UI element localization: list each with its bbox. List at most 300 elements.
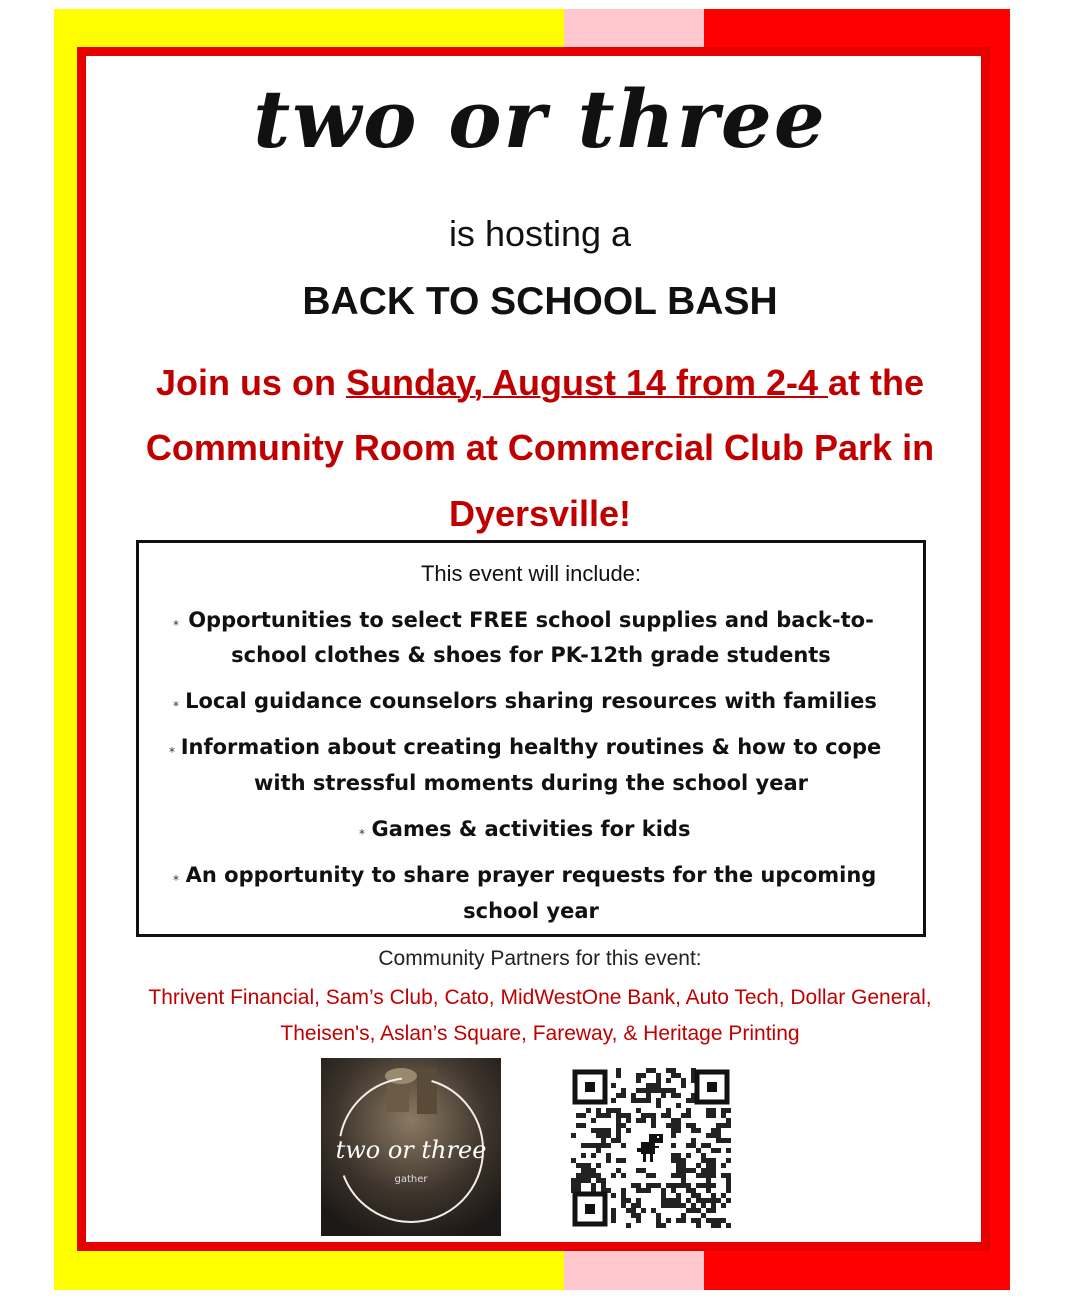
qr-module bbox=[666, 1218, 671, 1223]
qr-module bbox=[581, 1153, 586, 1158]
qr-module bbox=[701, 1168, 706, 1173]
qr-module bbox=[606, 1133, 611, 1138]
qr-module bbox=[676, 1118, 681, 1123]
qr-module bbox=[711, 1203, 716, 1208]
qr-module bbox=[686, 1123, 691, 1128]
qr-module bbox=[671, 1128, 676, 1133]
qr-module bbox=[696, 1163, 701, 1168]
qr-module bbox=[616, 1133, 621, 1138]
qr-module bbox=[651, 1123, 656, 1128]
qr-module bbox=[711, 1163, 716, 1168]
partners-title: Community Partners for this event: bbox=[378, 947, 702, 970]
qr-module bbox=[716, 1223, 721, 1228]
qr-module bbox=[571, 1178, 576, 1183]
qr-module bbox=[596, 1178, 601, 1183]
qr-module bbox=[706, 1108, 711, 1113]
qr-module bbox=[621, 1088, 626, 1093]
qr-module bbox=[661, 1223, 666, 1228]
qr-module bbox=[621, 1113, 626, 1118]
qr-module bbox=[596, 1143, 601, 1148]
qr-module bbox=[706, 1178, 711, 1183]
event-date: Sunday, August 14 from 2-4 bbox=[345, 362, 829, 403]
qr-module bbox=[696, 1183, 701, 1188]
qr-module bbox=[621, 1143, 626, 1148]
qr-module bbox=[616, 1123, 621, 1128]
qr-module bbox=[641, 1088, 646, 1093]
qr-module bbox=[616, 1073, 621, 1078]
qr-module bbox=[666, 1183, 671, 1188]
qr-module bbox=[706, 1168, 711, 1173]
qr-module bbox=[726, 1183, 731, 1188]
qr-module bbox=[716, 1123, 721, 1128]
qr-module bbox=[571, 1133, 576, 1138]
qr-module bbox=[636, 1198, 641, 1203]
qr-module bbox=[691, 1193, 696, 1198]
qr-module bbox=[726, 1158, 731, 1163]
qr-module bbox=[586, 1178, 591, 1183]
qr-module bbox=[721, 1193, 726, 1198]
qr-module bbox=[641, 1168, 646, 1173]
qr-module bbox=[666, 1113, 671, 1118]
qr-module bbox=[661, 1203, 666, 1208]
qr-module bbox=[651, 1068, 656, 1073]
qr-module bbox=[716, 1218, 721, 1223]
qr-module bbox=[706, 1208, 711, 1213]
qr-module bbox=[646, 1093, 651, 1098]
qr-module bbox=[686, 1108, 691, 1113]
qr-module bbox=[641, 1113, 646, 1118]
qr-module bbox=[676, 1203, 681, 1208]
two-or-three-logo bbox=[321, 1058, 501, 1236]
qr-module bbox=[711, 1113, 716, 1118]
qr-module bbox=[681, 1163, 686, 1168]
qr-module bbox=[611, 1083, 616, 1088]
qr-module bbox=[596, 1148, 601, 1153]
logo-graphic bbox=[321, 1058, 501, 1236]
qr-module bbox=[726, 1223, 731, 1228]
qr-module bbox=[601, 1133, 606, 1138]
qr-module bbox=[706, 1218, 711, 1223]
qr-module bbox=[711, 1128, 716, 1133]
qr-module bbox=[586, 1143, 591, 1148]
qr-module bbox=[596, 1173, 601, 1178]
qr-module bbox=[711, 1193, 716, 1198]
qr-module bbox=[716, 1138, 721, 1143]
qr-module bbox=[626, 1113, 631, 1118]
qr-module bbox=[696, 1208, 701, 1213]
qr-module bbox=[656, 1183, 661, 1188]
include-item-2: Local guidance counselors sharing resources with families bbox=[185, 689, 877, 713]
qr-module bbox=[581, 1123, 586, 1128]
qr-module bbox=[711, 1218, 716, 1223]
qr-module bbox=[616, 1168, 621, 1173]
qr-module bbox=[646, 1068, 651, 1073]
qr-module bbox=[596, 1163, 601, 1168]
qr-module bbox=[696, 1128, 701, 1133]
logo-script-text: two or three bbox=[335, 1136, 487, 1164]
qr-module bbox=[706, 1173, 711, 1178]
qr-module bbox=[671, 1203, 676, 1208]
qr-module bbox=[596, 1133, 601, 1138]
includes-title: This event will include: bbox=[420, 561, 642, 586]
qr-module bbox=[716, 1133, 721, 1138]
qr-module bbox=[676, 1103, 681, 1108]
qr-module bbox=[676, 1123, 681, 1128]
qr-module bbox=[661, 1193, 666, 1198]
qr-module bbox=[616, 1138, 621, 1143]
qr-module bbox=[616, 1068, 621, 1073]
qr-module bbox=[641, 1208, 646, 1213]
join-text: Join us on bbox=[155, 362, 346, 403]
qr-module bbox=[601, 1143, 606, 1148]
qr-module bbox=[656, 1078, 661, 1083]
qr-module bbox=[601, 1138, 606, 1143]
qr-module bbox=[616, 1128, 621, 1133]
qr-module bbox=[651, 1183, 656, 1188]
qr-module bbox=[611, 1213, 616, 1218]
qr-module bbox=[626, 1223, 631, 1228]
qr-module bbox=[726, 1123, 731, 1128]
qr-module bbox=[576, 1178, 581, 1183]
qr-module bbox=[656, 1083, 661, 1088]
qr-module bbox=[716, 1128, 721, 1133]
qr-module bbox=[581, 1173, 586, 1178]
qr-module bbox=[621, 1188, 626, 1193]
include-item-5-line-2: school year bbox=[463, 899, 599, 923]
qr-module bbox=[656, 1098, 661, 1103]
qr-module bbox=[726, 1188, 731, 1193]
qr-module bbox=[626, 1198, 631, 1203]
qr-module bbox=[671, 1173, 676, 1178]
qr-module bbox=[666, 1068, 671, 1073]
qr-module bbox=[646, 1183, 651, 1188]
qr-module bbox=[601, 1178, 606, 1183]
qr-module bbox=[691, 1208, 696, 1213]
include-item-4: Games & activities for kids bbox=[371, 817, 691, 841]
qr-module bbox=[726, 1173, 731, 1178]
qr-module bbox=[706, 1198, 711, 1203]
qr-module bbox=[596, 1108, 601, 1113]
qr-module bbox=[711, 1173, 716, 1178]
qr-module bbox=[591, 1143, 596, 1148]
qr-module bbox=[701, 1183, 706, 1188]
hosting-text: is hosting a bbox=[448, 213, 632, 254]
qr-module bbox=[616, 1113, 621, 1118]
qr-module bbox=[711, 1148, 716, 1153]
qr-module bbox=[641, 1118, 646, 1123]
qr-module bbox=[576, 1163, 581, 1168]
qr-module bbox=[656, 1223, 661, 1228]
qr-module bbox=[666, 1108, 671, 1113]
org-title: two or three bbox=[253, 72, 827, 166]
qr-module bbox=[711, 1223, 716, 1228]
qr-module bbox=[701, 1153, 706, 1158]
qr-module bbox=[611, 1098, 616, 1103]
include-item-1-line-2: school clothes & shoes for PK-12th grade students bbox=[231, 643, 831, 667]
qr-module bbox=[686, 1183, 691, 1188]
qr-module bbox=[676, 1163, 681, 1168]
qr-module bbox=[571, 1158, 576, 1163]
bullet-icon: * bbox=[173, 618, 179, 632]
qr-module bbox=[616, 1118, 621, 1123]
qr-module bbox=[601, 1183, 606, 1188]
qr-module bbox=[596, 1113, 601, 1118]
qr-module bbox=[726, 1148, 731, 1153]
qr-module bbox=[591, 1128, 596, 1133]
qr-module bbox=[686, 1168, 691, 1173]
qr-module bbox=[661, 1088, 666, 1093]
qr-module bbox=[686, 1143, 691, 1148]
qr-module bbox=[676, 1073, 681, 1078]
qr-module bbox=[696, 1193, 701, 1198]
qr-module bbox=[721, 1138, 726, 1143]
qr-module bbox=[706, 1133, 711, 1138]
qr-module bbox=[686, 1188, 691, 1193]
qr-module bbox=[681, 1173, 686, 1178]
qr-module bbox=[576, 1113, 581, 1118]
qr-module bbox=[671, 1068, 676, 1073]
qr-module bbox=[636, 1108, 641, 1113]
qr-module bbox=[616, 1108, 621, 1113]
qr-module bbox=[676, 1183, 681, 1188]
qr-module bbox=[691, 1168, 696, 1173]
qr-module bbox=[626, 1208, 631, 1213]
qr-module bbox=[631, 1208, 636, 1213]
qr-module bbox=[646, 1088, 651, 1093]
qr-module bbox=[606, 1143, 611, 1148]
qr-module bbox=[641, 1073, 646, 1078]
qr-module bbox=[706, 1143, 711, 1148]
qr-module bbox=[686, 1098, 691, 1103]
qr-module bbox=[611, 1218, 616, 1223]
qr-module bbox=[636, 1183, 641, 1188]
qr-module bbox=[681, 1078, 686, 1083]
qr-module bbox=[606, 1153, 611, 1158]
bullet-icon: * bbox=[169, 745, 175, 759]
logo-sub-text: gather bbox=[394, 1174, 428, 1185]
qr-module bbox=[671, 1158, 676, 1163]
event-details-line-1 bbox=[0, 362, 1080, 404]
includes-box bbox=[136, 540, 926, 937]
at-the-text: at the bbox=[828, 362, 925, 403]
qr-module bbox=[706, 1113, 711, 1118]
qr-module bbox=[641, 1098, 646, 1103]
qr-module bbox=[696, 1223, 701, 1228]
qr-module bbox=[676, 1128, 681, 1133]
qr-module bbox=[656, 1218, 661, 1223]
qr-module bbox=[706, 1158, 711, 1163]
qr-module bbox=[666, 1198, 671, 1203]
include-item-5-line-1: An opportunity to share prayer requests for the upcoming bbox=[185, 863, 877, 887]
qr-module bbox=[656, 1103, 661, 1108]
qr-module bbox=[671, 1183, 676, 1188]
qr-module bbox=[586, 1108, 591, 1113]
qr-module bbox=[661, 1093, 666, 1098]
qr-module bbox=[656, 1073, 661, 1078]
qr-module bbox=[721, 1123, 726, 1128]
qr-module bbox=[681, 1203, 686, 1208]
qr-module bbox=[701, 1158, 706, 1163]
qr-module bbox=[726, 1118, 731, 1123]
qr-module bbox=[656, 1213, 661, 1218]
qr-module bbox=[711, 1208, 716, 1213]
qr-module bbox=[681, 1113, 686, 1118]
qr-module bbox=[636, 1088, 641, 1093]
qr-module bbox=[711, 1108, 716, 1113]
include-item-1-line-1: Opportunities to select FREE school supplies and back-to- bbox=[188, 608, 874, 632]
qr-module bbox=[686, 1113, 691, 1118]
qr-module bbox=[651, 1113, 656, 1118]
qr-module bbox=[681, 1218, 686, 1223]
qr-module bbox=[621, 1158, 626, 1163]
qr-module bbox=[641, 1188, 646, 1193]
qr-module bbox=[676, 1093, 681, 1098]
qr-module bbox=[676, 1193, 681, 1198]
event-details-line-3: Dyersville! bbox=[448, 493, 632, 534]
bullet-icon: * bbox=[173, 873, 179, 887]
qr-module bbox=[711, 1133, 716, 1138]
qr-module bbox=[571, 1183, 576, 1188]
qr-module bbox=[711, 1168, 716, 1173]
qr-module bbox=[681, 1158, 686, 1163]
qr-module bbox=[671, 1143, 676, 1148]
qr-module bbox=[676, 1198, 681, 1203]
qr-module bbox=[671, 1133, 676, 1138]
qr-module bbox=[621, 1198, 626, 1203]
qr-module bbox=[616, 1158, 621, 1163]
qr-module bbox=[661, 1198, 666, 1203]
qr-module bbox=[691, 1128, 696, 1133]
qr-module bbox=[581, 1178, 586, 1183]
qr-module bbox=[611, 1208, 616, 1213]
qr-module bbox=[666, 1078, 671, 1083]
qr-module bbox=[721, 1203, 726, 1208]
qr-module bbox=[696, 1198, 701, 1203]
qr-module bbox=[591, 1153, 596, 1158]
qr-module bbox=[701, 1143, 706, 1148]
qr-module bbox=[611, 1108, 616, 1113]
qr-module bbox=[631, 1213, 636, 1218]
qr-module bbox=[621, 1203, 626, 1208]
qr-module bbox=[686, 1198, 691, 1203]
qr-module bbox=[621, 1093, 626, 1098]
qr-module bbox=[651, 1088, 656, 1093]
qr-module bbox=[596, 1128, 601, 1133]
qr-module bbox=[591, 1183, 596, 1188]
qr-module bbox=[661, 1188, 666, 1193]
qr-module bbox=[591, 1168, 596, 1173]
partners-list-line-1: Thrivent Financial, Sam’s Club, Cato, MidWestOne Bank, Auto Tech, Dollar General, bbox=[148, 986, 932, 1009]
qr-module bbox=[646, 1113, 651, 1118]
qr-module bbox=[676, 1153, 681, 1158]
qr-module bbox=[701, 1173, 706, 1178]
qr-module bbox=[651, 1083, 656, 1088]
qr-module bbox=[676, 1173, 681, 1178]
qr-module bbox=[606, 1113, 611, 1118]
qr-module bbox=[591, 1118, 596, 1123]
qr-module bbox=[626, 1128, 631, 1133]
qr-module bbox=[696, 1218, 701, 1223]
qr-module bbox=[621, 1123, 626, 1128]
qr-module bbox=[636, 1098, 641, 1103]
qr-module bbox=[581, 1113, 586, 1118]
qr-module bbox=[636, 1188, 641, 1193]
qr-module bbox=[631, 1093, 636, 1098]
qr-module bbox=[581, 1163, 586, 1168]
qr-module bbox=[711, 1183, 716, 1188]
qr-module bbox=[711, 1198, 716, 1203]
qr-module bbox=[586, 1173, 591, 1178]
qr-module bbox=[646, 1083, 651, 1088]
qr-module bbox=[671, 1153, 676, 1158]
qr-module bbox=[706, 1188, 711, 1193]
qr-module bbox=[666, 1203, 671, 1208]
qr-module bbox=[681, 1083, 686, 1088]
qr-module bbox=[646, 1098, 651, 1103]
qr-module bbox=[671, 1198, 676, 1203]
qr-module bbox=[636, 1218, 641, 1223]
qr-module bbox=[706, 1183, 711, 1188]
qr-module bbox=[591, 1173, 596, 1178]
qr-module bbox=[656, 1088, 661, 1093]
qr-module bbox=[621, 1173, 626, 1178]
qr-module bbox=[691, 1218, 696, 1223]
event-details-line-2: Community Room at Commercial Club Park in bbox=[145, 427, 935, 468]
qr-module bbox=[626, 1118, 631, 1123]
qr-module bbox=[611, 1173, 616, 1178]
qr-module bbox=[676, 1168, 681, 1173]
qr-module bbox=[696, 1148, 701, 1153]
qr-module bbox=[726, 1138, 731, 1143]
qr-module bbox=[716, 1148, 721, 1153]
qr-module bbox=[676, 1218, 681, 1223]
qr-module bbox=[691, 1143, 696, 1148]
qr-module bbox=[646, 1173, 651, 1178]
qr-module bbox=[681, 1183, 686, 1188]
include-item-3-line-1: Information about creating healthy routines & how to cope bbox=[180, 735, 882, 759]
qr-module bbox=[701, 1213, 706, 1218]
qr-module bbox=[581, 1143, 586, 1148]
qr-module bbox=[721, 1218, 726, 1223]
qr-module bbox=[676, 1158, 681, 1163]
qr-module bbox=[651, 1208, 656, 1213]
qr-module bbox=[606, 1128, 611, 1133]
qr-module bbox=[701, 1203, 706, 1208]
qr-module bbox=[576, 1123, 581, 1128]
qr-module bbox=[681, 1168, 686, 1173]
qr-module bbox=[601, 1128, 606, 1133]
qr-module bbox=[576, 1173, 581, 1178]
qr-module bbox=[661, 1113, 666, 1118]
qr-module bbox=[576, 1183, 581, 1188]
qr-module bbox=[671, 1118, 676, 1123]
qr-module bbox=[691, 1203, 696, 1208]
qr-module bbox=[671, 1073, 676, 1078]
qr-module bbox=[646, 1188, 651, 1193]
qr-module bbox=[701, 1198, 706, 1203]
qr-module bbox=[606, 1108, 611, 1113]
qr-module bbox=[586, 1168, 591, 1173]
qr-code[interactable] bbox=[571, 1068, 731, 1228]
qr-module bbox=[721, 1163, 726, 1168]
partners-list-line-2: Theisen's, Aslan’s Square, Fareway, & Heritage Printing bbox=[280, 1022, 800, 1045]
qr-module bbox=[711, 1158, 716, 1163]
qr-module bbox=[716, 1198, 721, 1203]
qr-module bbox=[666, 1123, 671, 1128]
qr-module bbox=[636, 1118, 641, 1123]
qr-module bbox=[636, 1078, 641, 1083]
qr-module bbox=[681, 1178, 686, 1183]
